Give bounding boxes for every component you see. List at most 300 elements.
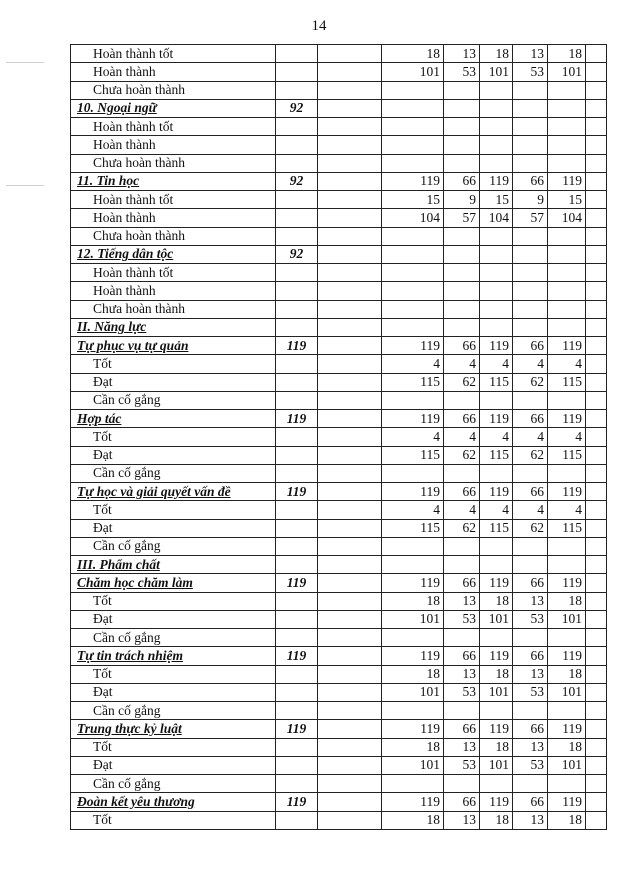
value-cell [318,683,382,701]
table-body [71,45,607,830]
row-label-text: 11. Tin học [77,173,140,189]
empty-cell [586,264,607,282]
value-cell [318,209,382,227]
total-cell [276,428,318,446]
value-cell [318,519,382,537]
section-heading [71,172,276,190]
row-label-text: II. Năng lực [77,319,147,335]
row-label-text: Hoàn thành tốt [93,118,174,134]
empty-cell [586,811,607,829]
table-row [71,318,607,336]
table-row [71,63,607,81]
value-cell [480,775,513,793]
row-label-text: Trung thực kỷ luật [77,720,182,736]
empty-cell [586,574,607,592]
value-cell: 101 [480,610,513,628]
total-cell [276,81,318,99]
total-cell [276,811,318,829]
empty-cell [586,154,607,172]
value-cell [318,793,382,811]
value-cell [318,610,382,628]
value-cell [382,227,444,245]
criterion-label [71,519,276,537]
value-cell: 13 [444,811,480,829]
value-cell: 18 [480,665,513,683]
table-row [71,373,607,391]
value-cell: 101 [382,683,444,701]
value-cell: 66 [513,172,548,190]
criterion-label [71,191,276,209]
value-cell: 62 [444,373,480,391]
table-row [71,519,607,537]
table-row [71,45,607,63]
empty-cell [586,118,607,136]
row-label-text: Cần cố gắng [93,538,161,554]
value-cell: 66 [444,483,480,501]
value-cell [318,172,382,190]
row-label-text: Tốt [93,501,112,517]
total-cell [276,318,318,336]
criterion-label [71,446,276,464]
section-heading [71,483,276,501]
row-label-text: Tốt [93,593,112,609]
value-cell [548,154,586,172]
table-row [71,483,607,501]
value-cell [318,355,382,373]
criterion-label [71,738,276,756]
value-cell [513,318,548,336]
value-cell [382,282,444,300]
value-cell [548,318,586,336]
section-heading [71,245,276,263]
row-label-text: Tốt [93,812,112,828]
value-cell: 13 [444,738,480,756]
value-cell [480,537,513,555]
value-cell [444,118,480,136]
value-cell [548,391,586,409]
section-heading [71,793,276,811]
table-row [71,537,607,555]
value-cell [318,136,382,154]
total-cell: 92 [276,245,318,263]
value-cell: 53 [444,610,480,628]
value-cell: 119 [382,574,444,592]
value-cell: 119 [480,793,513,811]
criterion-label [71,63,276,81]
row-label-text: Chưa hoàn thành [93,228,186,244]
total-cell [276,300,318,318]
empty-cell [586,300,607,318]
total-cell [276,209,318,227]
criterion-label [71,373,276,391]
total-cell [276,702,318,720]
value-cell: 119 [480,410,513,428]
value-cell: 18 [382,738,444,756]
value-cell [480,154,513,172]
value-cell: 119 [548,410,586,428]
value-cell [318,337,382,355]
value-cell: 15 [548,191,586,209]
value-cell [318,483,382,501]
criterion-label [71,702,276,720]
table-row [71,665,607,683]
empty-cell [586,665,607,683]
value-cell: 101 [382,610,444,628]
value-cell: 53 [513,756,548,774]
total-cell [276,756,318,774]
value-cell [548,556,586,574]
total-cell [276,227,318,245]
value-cell: 119 [480,720,513,738]
row-label-text: Cần cố gắng [93,775,161,791]
value-cell [382,775,444,793]
row-label-text: Tự tin trách nhiệm [77,647,183,663]
table-row [71,574,607,592]
value-cell [318,63,382,81]
table-row [71,209,607,227]
section-heading [71,337,276,355]
value-cell [382,537,444,555]
value-cell [444,99,480,117]
value-cell: 4 [513,355,548,373]
section-heading [71,574,276,592]
table-row [71,172,607,190]
value-cell [318,245,382,263]
row-label-text: Cần cố gắng [93,629,161,645]
value-cell [548,136,586,154]
value-cell: 62 [513,519,548,537]
value-cell [382,300,444,318]
empty-cell [586,209,607,227]
value-cell [444,300,480,318]
criterion-label [71,81,276,99]
value-cell: 119 [382,410,444,428]
value-cell: 13 [513,665,548,683]
criterion-label [71,391,276,409]
value-cell [318,702,382,720]
row-label-text: Tự phục vụ tự quản [77,337,189,353]
total-cell [276,136,318,154]
value-cell [513,245,548,263]
row-label-text: Cần cố gắng [93,702,161,718]
value-cell: 62 [513,373,548,391]
value-cell [444,629,480,647]
value-cell: 66 [513,720,548,738]
criterion-label [71,355,276,373]
value-cell [444,264,480,282]
value-cell: 4 [480,501,513,519]
value-cell [480,81,513,99]
value-cell: 53 [513,683,548,701]
criterion-label [71,118,276,136]
value-cell [382,118,444,136]
value-cell: 53 [513,63,548,81]
value-cell [548,118,586,136]
value-cell: 119 [548,574,586,592]
total-cell [276,446,318,464]
total-cell [276,373,318,391]
criterion-label [71,227,276,245]
value-cell [513,99,548,117]
value-cell: 119 [480,574,513,592]
value-cell [382,391,444,409]
table-row [71,136,607,154]
value-cell: 53 [444,756,480,774]
empty-cell [586,464,607,482]
value-cell [318,318,382,336]
criterion-label [71,775,276,793]
value-cell [318,738,382,756]
table-row [71,775,607,793]
total-cell [276,683,318,701]
criterion-label [71,209,276,227]
value-cell: 15 [382,191,444,209]
value-cell: 57 [444,209,480,227]
value-cell: 18 [548,811,586,829]
value-cell [513,154,548,172]
empty-cell [586,592,607,610]
value-cell: 119 [480,337,513,355]
value-cell: 66 [444,720,480,738]
total-cell: 92 [276,99,318,117]
value-cell [318,720,382,738]
value-cell: 13 [513,592,548,610]
value-cell: 66 [444,337,480,355]
value-cell [513,81,548,99]
value-cell: 9 [513,191,548,209]
total-cell [276,191,318,209]
row-label-text: Cần cố gắng [93,392,161,408]
total-cell [276,355,318,373]
value-cell: 18 [548,592,586,610]
value-cell [318,756,382,774]
empty-cell [586,446,607,464]
value-cell: 4 [480,428,513,446]
value-cell [480,264,513,282]
value-cell: 4 [480,355,513,373]
value-cell [548,702,586,720]
total-cell [276,154,318,172]
total-cell: 119 [276,720,318,738]
value-cell: 53 [444,683,480,701]
row-label-text: 12. Tiếng dân tộc [77,246,174,262]
row-label-text: Tốt [93,428,112,444]
section-heading [71,318,276,336]
value-cell [318,118,382,136]
criterion-label [71,537,276,555]
value-cell: 115 [548,519,586,537]
row-label-text: Hoàn thành tốt [93,45,174,61]
value-cell: 119 [548,647,586,665]
value-cell: 119 [548,172,586,190]
value-cell [382,318,444,336]
criterion-label [71,300,276,318]
criterion-label [71,811,276,829]
value-cell [382,464,444,482]
table-row [71,245,607,263]
row-label-text: Tốt [93,666,112,682]
value-cell [382,629,444,647]
value-cell: 4 [382,428,444,446]
table-row [71,556,607,574]
table-row [71,410,607,428]
value-cell: 66 [444,793,480,811]
total-cell [276,665,318,683]
value-cell [444,282,480,300]
table-row [71,282,607,300]
empty-cell [586,191,607,209]
table-row [71,154,607,172]
section-heading [71,99,276,117]
empty-cell [586,720,607,738]
value-cell [513,300,548,318]
criterion-label [71,282,276,300]
value-cell: 13 [444,592,480,610]
value-cell [513,464,548,482]
value-cell: 4 [548,355,586,373]
empty-cell [586,428,607,446]
value-cell: 119 [382,793,444,811]
scan-mark [6,185,44,186]
value-cell: 66 [513,647,548,665]
value-cell [480,245,513,263]
value-cell [382,136,444,154]
value-cell [318,629,382,647]
value-cell [444,775,480,793]
page-number: 14 [311,18,327,34]
value-cell: 115 [548,446,586,464]
value-cell [548,99,586,117]
value-cell: 4 [548,501,586,519]
table-row [71,300,607,318]
value-cell: 15 [480,191,513,209]
value-cell: 101 [548,756,586,774]
value-cell [318,373,382,391]
criterion-label [71,501,276,519]
row-label-text: Hoàn thành [93,282,156,298]
value-cell [480,300,513,318]
value-cell [548,227,586,245]
value-cell: 101 [548,683,586,701]
total-cell [276,775,318,793]
value-cell: 18 [480,738,513,756]
value-cell: 9 [444,191,480,209]
value-cell: 101 [548,63,586,81]
total-cell: 92 [276,172,318,190]
empty-cell [586,337,607,355]
value-cell: 18 [382,665,444,683]
row-label-text: Đạt [93,611,113,627]
empty-cell [586,793,607,811]
value-cell [318,665,382,683]
value-cell [318,556,382,574]
row-label-text: Chưa hoàn thành [93,82,186,98]
section-heading [71,556,276,574]
value-cell: 101 [480,756,513,774]
total-cell [276,556,318,574]
empty-cell [586,410,607,428]
table-row [71,738,607,756]
value-cell [480,227,513,245]
table-row [71,81,607,99]
value-cell [444,81,480,99]
value-cell: 66 [513,793,548,811]
table-row [71,793,607,811]
table-row [71,683,607,701]
value-cell: 119 [548,337,586,355]
value-cell [318,410,382,428]
value-cell [513,702,548,720]
row-label-text: Hợp tác [77,410,122,426]
table-row [71,391,607,409]
row-label-text: Cần cố gắng [93,465,161,481]
table-row [71,702,607,720]
criterion-label [71,428,276,446]
criterion-label [71,154,276,172]
empty-cell [586,629,607,647]
value-cell: 4 [548,428,586,446]
row-label-text: Hoàn thành tốt [93,264,174,280]
value-cell: 18 [382,45,444,63]
empty-cell [586,391,607,409]
value-cell: 115 [480,446,513,464]
value-cell [513,264,548,282]
row-label-text: Tốt [93,739,112,755]
criterion-label [71,629,276,647]
value-cell [318,592,382,610]
value-cell [548,629,586,647]
table-row [71,756,607,774]
value-cell [513,118,548,136]
row-label-text: Hoàn thành tốt [93,191,174,207]
empty-cell [586,702,607,720]
value-cell [513,227,548,245]
total-cell [276,519,318,537]
value-cell: 18 [480,592,513,610]
statistics-table [70,44,607,830]
criterion-label [71,45,276,63]
table-row [71,264,607,282]
table-row [71,629,607,647]
total-cell: 119 [276,647,318,665]
value-cell: 104 [382,209,444,227]
empty-cell [586,738,607,756]
empty-cell [586,45,607,63]
value-cell: 53 [444,63,480,81]
value-cell: 18 [548,665,586,683]
table-row [71,811,607,829]
empty-cell [586,136,607,154]
value-cell [318,300,382,318]
value-cell [513,537,548,555]
criterion-label [71,683,276,701]
value-cell [382,245,444,263]
value-cell [548,245,586,263]
empty-cell [586,537,607,555]
value-cell [480,629,513,647]
value-cell: 115 [382,446,444,464]
total-cell [276,738,318,756]
table-row [71,592,607,610]
section-heading [71,410,276,428]
value-cell: 119 [382,720,444,738]
empty-cell [586,245,607,263]
value-cell [444,702,480,720]
value-cell: 119 [382,483,444,501]
table-row [71,118,607,136]
value-cell: 66 [513,337,548,355]
value-cell: 13 [513,45,548,63]
